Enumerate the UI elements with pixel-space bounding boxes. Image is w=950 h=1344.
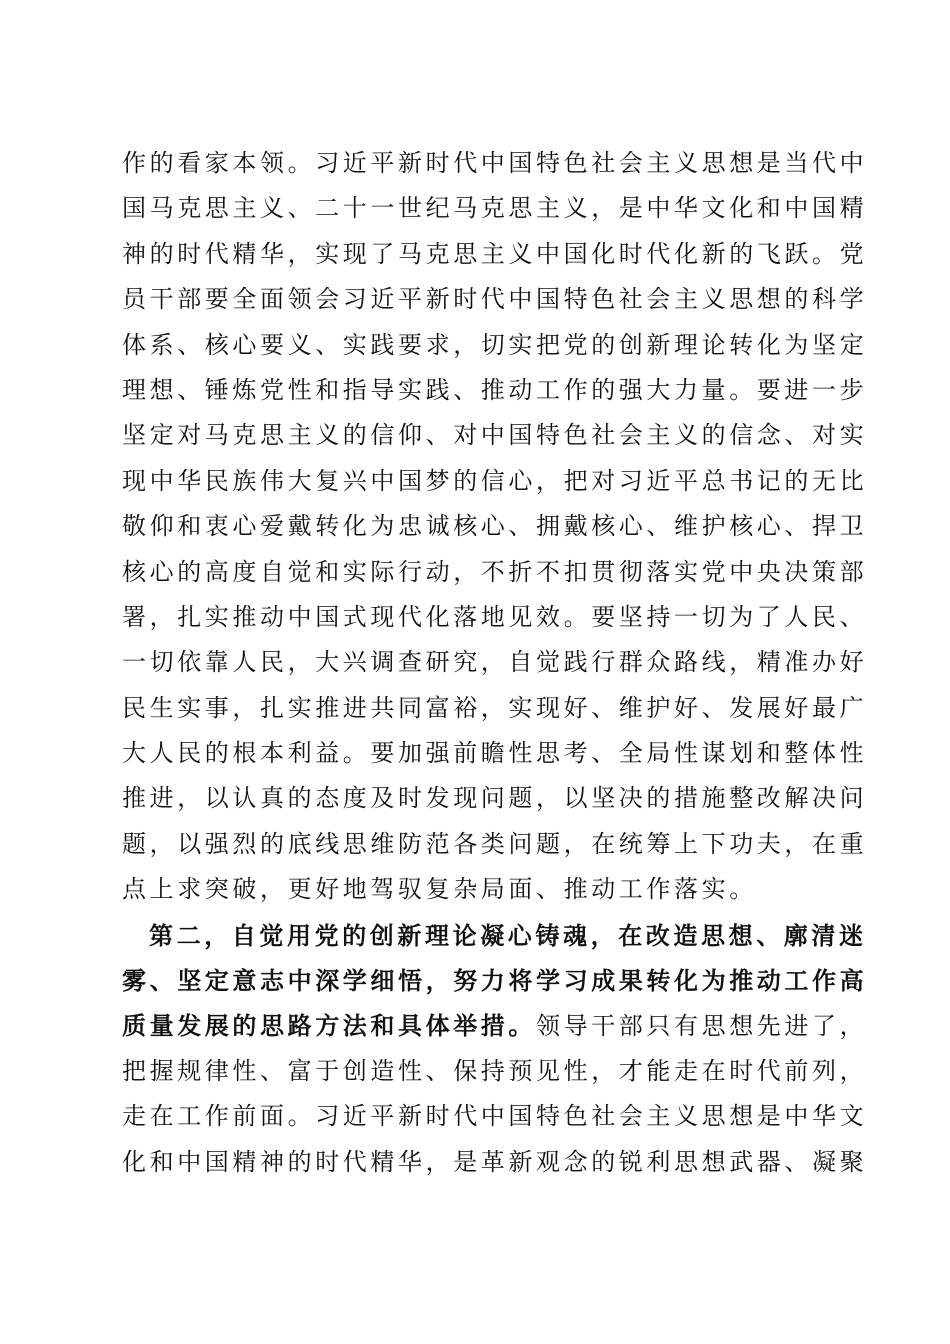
- text-line: 敬仰和衷心爱戴转化为忠诚核心、拥戴核心、维护核心、捍卫: [122, 512, 868, 541]
- text-line: 民生实事，扎实推进共同富裕，实现好、维护好、发展好最广: [122, 693, 868, 722]
- text-line: 现中华民族伟大复兴中国梦的信心，把对习近平总书记的无比: [122, 466, 868, 495]
- text-line: 署，扎实推动中国式现代化落地见效。要坚持一切为了人民、: [122, 602, 868, 631]
- text-span: 领导干部只有思想先进了，: [536, 1012, 868, 1041]
- text-line: 国马克思主义、二十一世纪马克思主义，是中华文化和中国精: [122, 194, 868, 223]
- text-line: 点上求突破，更好地驾驭复杂局面、推动工作落实。: [122, 875, 757, 904]
- text-line: 作的看家本领。习近平新时代中国特色社会主义思想是当代中: [122, 149, 868, 177]
- text-line: 题，以强烈的底线思维防范各类问题，在统筹上下功夫，在重: [122, 829, 868, 858]
- text-line: 大人民的根本利益。要加强前瞻性思考、全局性谋划和整体性: [122, 739, 868, 768]
- text-line: 一切依靠人民，大兴调查研究，自觉践行群众路线，精准办好: [122, 648, 868, 677]
- text-line: 理想、锤炼党性和指导实践、推动工作的强大力量。要进一步: [122, 375, 868, 404]
- text-line: 坚定对马克思主义的信仰、对中国特色社会主义的信念、对实: [122, 421, 868, 450]
- text-line: 把握规律性、富于创造性、保持预见性，才能走在时代前列，: [122, 1056, 868, 1085]
- text-line: 走在工作前面。习近平新时代中国特色社会主义思想是中华文: [122, 1102, 868, 1131]
- section-heading-line: 雾、坚定意志中深学细悟，努力将学习成果转化为推动工作高: [122, 966, 868, 996]
- text-line: 体系、核心要义、实践要求，切实把党的创新理论转化为坚定: [122, 330, 868, 359]
- text-line: 核心的高度自觉和实际行动，不折不扣贯彻落实党中央决策部: [122, 557, 868, 586]
- mixed-line: [122, 1003, 868, 1048]
- text-line: 神的时代精华，实现了马克思主义中国化时代化新的飞跃。党: [122, 239, 868, 268]
- text-line: 员干部要全面领会习近平新时代中国特色社会主义思想的科学: [122, 285, 868, 314]
- text-line: 推进，以认真的态度及时发现问题，以坚决的措施整改解决问: [122, 784, 868, 813]
- section-heading-end: 质量发展的思路方法和具体举措。: [122, 1011, 536, 1041]
- text-line: 化和中国精神的时代精华，是革新观念的锐利思想武器、凝聚: [122, 1147, 868, 1176]
- section-heading-line: 第二，自觉用党的创新理论凝心铸魂，在改造思想、廓清迷: [149, 920, 867, 950]
- body-text: [122, 141, 868, 1185]
